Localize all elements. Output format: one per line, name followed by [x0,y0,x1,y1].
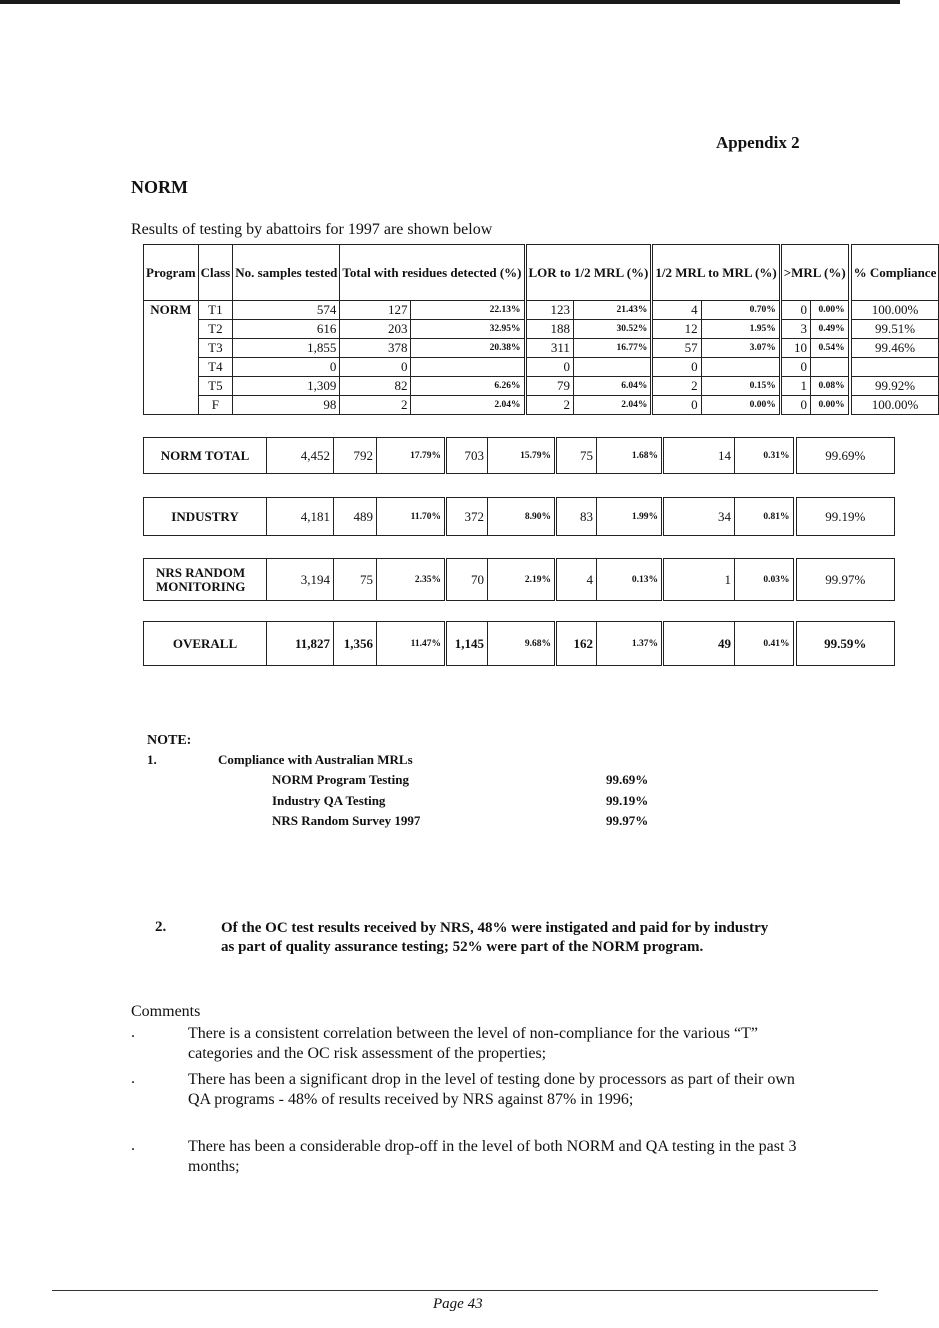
gt-mrl-pct-cell: 0.41% [735,622,795,666]
half-mrl-pct-cell: 0.00% [701,396,780,415]
half-mrl-cell: 0 [652,396,701,415]
half-mrl-pct-cell: 0.15% [701,377,780,396]
compliance-cell: 99.51% [850,320,939,339]
half-mrl-pct-cell: 0.70% [701,301,780,320]
samples-cell: 616 [233,320,340,339]
compliance-cell: 99.92% [850,377,939,396]
half-mrl-pct-cell: 1.99% [597,498,663,536]
residues-pct-cell: 17.79% [377,438,446,474]
gt-mrl-cell: 1 [663,559,735,601]
lor-cell: 2 [525,396,573,415]
lor-cell: 1,145 [446,622,488,666]
intro-text: Results of testing by abattoirs for 1997 are shown below [131,221,493,238]
table-row [144,339,939,358]
residues-pct-cell: 22.13% [411,301,525,320]
header-lor: LOR to 1/2 MRL (%) [525,245,652,301]
lor-cell: 703 [446,438,488,474]
summary-norm-total [143,437,895,474]
half-mrl-pct-cell [701,358,780,377]
compliance-cell [850,358,939,377]
residues-cell: 489 [334,498,377,536]
note-number: 1. [147,752,157,767]
half-mrl-cell: 57 [652,339,701,358]
lor-cell: 372 [446,498,488,536]
summary-row [144,622,895,666]
class-cell: T2 [198,320,233,339]
half-mrl-cell: 0 [652,358,701,377]
samples-cell: 1,855 [233,339,340,358]
gt-mrl-cell: 0 [780,396,810,415]
compliance-item-value: 99.69% [606,772,649,787]
page-number: Page 43 [433,1296,483,1312]
samples-cell: 1,309 [233,377,340,396]
compliance-cell: 99.19% [795,498,895,536]
half-mrl-cell: 4 [652,301,701,320]
gt-mrl-pct-cell: 0.03% [735,559,795,601]
gt-mrl-pct-cell: 0.08% [810,377,849,396]
scan-top-edge [0,0,900,4]
samples-cell: 4,452 [267,438,334,474]
gt-mrl-cell: 49 [663,622,735,666]
gt-mrl-cell: 34 [663,498,735,536]
gt-mrl-cell: 0 [780,301,810,320]
half-mrl-pct-cell: 1.37% [597,622,663,666]
residues-cell: 75 [334,559,377,601]
summary-industry [143,497,895,536]
gt-mrl-cell: 1 [780,377,810,396]
section-heading: NORM [131,177,188,197]
summary-label: NORM TOTAL [144,438,267,474]
compliance-cell: 99.46% [850,339,939,358]
header-half-mrl: 1/2 MRL to MRL (%) [652,245,780,301]
lor-pct-cell: 6.04% [573,377,651,396]
note-title: Compliance with Australian MRLs [218,752,413,767]
class-cell: T5 [198,377,233,396]
residues-pct-cell: 6.26% [411,377,525,396]
bullet-marker: . [131,1070,135,1087]
class-cell: T3 [198,339,233,358]
half-mrl-pct-cell: 3.07% [701,339,780,358]
samples-cell: 3,194 [267,559,334,601]
lor-pct-cell [573,358,651,377]
samples-cell: 11,827 [267,622,334,666]
table-row [144,377,939,396]
residues-pct-cell: 11.47% [377,622,446,666]
lor-cell: 311 [525,339,573,358]
residues-pct-cell: 11.70% [377,498,446,536]
samples-cell: 574 [233,301,340,320]
samples-cell: 0 [233,358,340,377]
header-gt-mrl: >MRL (%) [780,245,849,301]
compliance-cell: 100.00% [850,301,939,320]
half-mrl-cell: 75 [556,438,597,474]
residues-cell: 203 [340,320,411,339]
gt-mrl-pct-cell: 0.00% [810,301,849,320]
lor-cell: 123 [525,301,573,320]
note-number: 2. [155,919,167,935]
comments-heading: Comments [131,1003,201,1020]
compliance-item-value: 99.97% [606,813,649,828]
header-class: Class [198,245,233,301]
half-mrl-pct-cell: 1.68% [597,438,663,474]
summary-overall [143,621,895,666]
samples-cell: 98 [233,396,340,415]
gt-mrl-pct-cell: 0.54% [810,339,849,358]
appendix-label: Appendix 2 [716,133,800,152]
residues-cell: 82 [340,377,411,396]
residues-cell: 378 [340,339,411,358]
half-mrl-cell: 12 [652,320,701,339]
compliance-cell: 99.59% [795,622,895,666]
residues-pct-cell [411,358,525,377]
residues-cell: 2 [340,396,411,415]
lor-pct-cell: 21.43% [573,301,651,320]
gt-mrl-pct-cell [810,358,849,377]
note-heading: NOTE: [147,733,192,748]
summary-label: OVERALL [144,622,267,666]
compliance-cell: 99.97% [795,559,895,601]
header-program: Program [144,245,199,301]
half-mrl-pct-cell: 1.95% [701,320,780,339]
gt-mrl-cell: 3 [780,320,810,339]
comment-item: There is a consistent correlation between the level of non-compliance for the various “T” categories and the OC risk assessment of the properties; [188,1025,758,1062]
gt-mrl-pct-cell: 0.81% [735,498,795,536]
lor-pct-cell: 15.79% [488,438,556,474]
lor-pct-cell: 2.04% [573,396,651,415]
comment-item: There has been a considerable drop-off in the level of both NORM and QA testing in the past 3 months; [188,1138,797,1175]
half-mrl-cell: 162 [556,622,597,666]
bullet-marker: . [131,1137,135,1154]
gt-mrl-pct-cell: 0.49% [810,320,849,339]
lor-pct-cell: 9.68% [488,622,556,666]
table-row [144,358,939,377]
summary-row [144,498,895,536]
class-cell: T1 [198,301,233,320]
residues-cell: 0 [340,358,411,377]
bullet-marker: . [131,1024,135,1041]
compliance-item-label: Industry QA Testing [272,793,386,808]
lor-pct-cell: 30.52% [573,320,651,339]
summary-label: NRS RANDOM MONITORING [144,559,267,601]
summary-row [144,559,895,601]
class-cell: F [198,396,233,415]
residues-pct-cell: 20.38% [411,339,525,358]
table-row [144,301,939,320]
footer-rule [52,1290,878,1291]
half-mrl-cell: 4 [556,559,597,601]
lor-pct-cell: 8.90% [488,498,556,536]
gt-mrl-cell: 0 [780,358,810,377]
table-row [144,320,939,339]
residues-pct-cell: 32.95% [411,320,525,339]
results-table [143,244,939,415]
summary-row [144,438,895,474]
compliance-item-label: NORM Program Testing [272,772,409,787]
half-mrl-pct-cell: 0.13% [597,559,663,601]
table-row [144,396,939,415]
gt-mrl-cell: 14 [663,438,735,474]
residues-pct-cell: 2.35% [377,559,446,601]
gt-mrl-cell: 10 [780,339,810,358]
residues-cell: 127 [340,301,411,320]
lor-cell: 79 [525,377,573,396]
compliance-cell: 100.00% [850,396,939,415]
program-cell: NORM [144,301,199,415]
lor-cell: 0 [525,358,573,377]
lor-pct-cell: 16.77% [573,339,651,358]
compliance-item-label: NRS Random Survey 1997 [272,813,421,828]
comment-item: There has been a significant drop in the level of testing done by processors as part of their own QA programs - 48% of results received by NRS against 87% in 1996; [188,1071,795,1108]
half-mrl-cell: 83 [556,498,597,536]
header-compliance: % Compliance [850,245,939,301]
lor-pct-cell: 2.19% [488,559,556,601]
note-text: Of the OC test results received by NRS, 48% were instigated and paid for by industry as part of quality assurance testing; 52% were part of the NORM program. [221,920,769,955]
residues-cell: 792 [334,438,377,474]
lor-cell: 70 [446,559,488,601]
compliance-item-value: 99.19% [606,793,649,808]
lor-cell: 188 [525,320,573,339]
header-samples: No. samples tested [233,245,340,301]
gt-mrl-pct-cell: 0.00% [810,396,849,415]
half-mrl-cell: 2 [652,377,701,396]
table-header-row [144,245,939,301]
summary-label: INDUSTRY [144,498,267,536]
samples-cell: 4,181 [267,498,334,536]
gt-mrl-pct-cell: 0.31% [735,438,795,474]
residues-cell: 1,356 [334,622,377,666]
summary-nrs-random [143,558,895,601]
residues-pct-cell: 2.04% [411,396,525,415]
class-cell: T4 [198,358,233,377]
header-residues: Total with residues detected (%) [340,245,525,301]
compliance-cell: 99.69% [795,438,895,474]
